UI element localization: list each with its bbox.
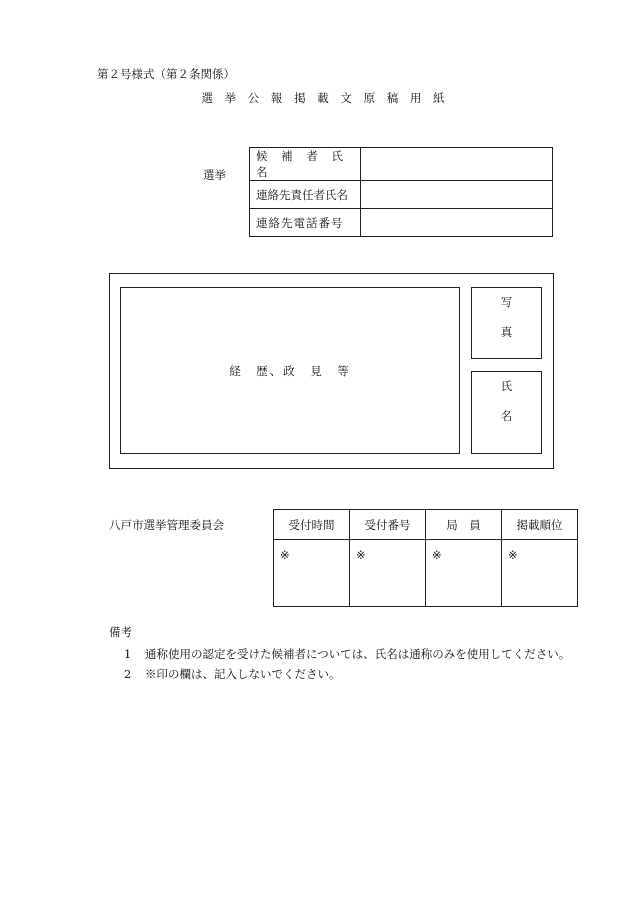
reception-number-header: 受付番号 xyxy=(350,510,426,540)
name-label-char: 氏 xyxy=(500,379,513,393)
candidate-info-table xyxy=(249,147,553,237)
contact-phone-label: 連絡先電話番号 xyxy=(250,209,361,237)
committee-name: 八戸市選挙管理委員会 xyxy=(109,518,224,532)
reception-time-header: 受付時間 xyxy=(274,510,350,540)
note-number: 2 xyxy=(124,667,132,681)
photo-label-char: 写 xyxy=(500,295,513,309)
form-title: 選 挙 公 報 掲 載 文 原 稿 用 紙 xyxy=(201,91,449,105)
staff-header: 局 員 xyxy=(426,510,502,540)
election-label: 選挙 xyxy=(203,168,226,182)
publication-order-cell: ※ xyxy=(502,540,578,607)
note-number: 1 xyxy=(124,647,132,661)
publication-order-header: 掲載順位 xyxy=(502,510,578,540)
table-row xyxy=(250,148,553,181)
note-text: ※印の欄は、記入しないでください。 xyxy=(145,667,341,681)
contact-phone-field[interactable] xyxy=(361,209,553,237)
candidate-name-label: 候 補 者 氏 名 xyxy=(250,148,361,181)
form-number: 第２号様式（第２条関係） xyxy=(97,67,235,81)
contact-person-field[interactable] xyxy=(361,181,553,209)
photo-label-char: 真 xyxy=(500,325,513,339)
photo-box[interactable] xyxy=(471,287,542,359)
table-row xyxy=(274,540,578,607)
table-row xyxy=(250,181,553,209)
table-row xyxy=(250,209,553,237)
reception-number-cell: ※ xyxy=(350,540,426,607)
note-item xyxy=(124,666,341,682)
note-item xyxy=(124,646,570,662)
staff-cell: ※ xyxy=(426,540,502,607)
reception-time-cell: ※ xyxy=(274,540,350,607)
notes-title: 備考 xyxy=(109,625,132,639)
candidate-name-field[interactable] xyxy=(361,148,553,181)
name-box[interactable] xyxy=(471,371,542,454)
career-policy-label: 経 歴、政 見 等 xyxy=(229,364,351,378)
contact-person-label: 連絡先責任者氏名 xyxy=(250,181,361,209)
note-text: 通称使用の認定を受けた候補者については、氏名は通称のみを使用してください。 xyxy=(145,647,571,661)
office-use-table xyxy=(273,509,578,607)
table-header-row xyxy=(274,510,578,540)
name-label-char: 名 xyxy=(500,409,513,423)
